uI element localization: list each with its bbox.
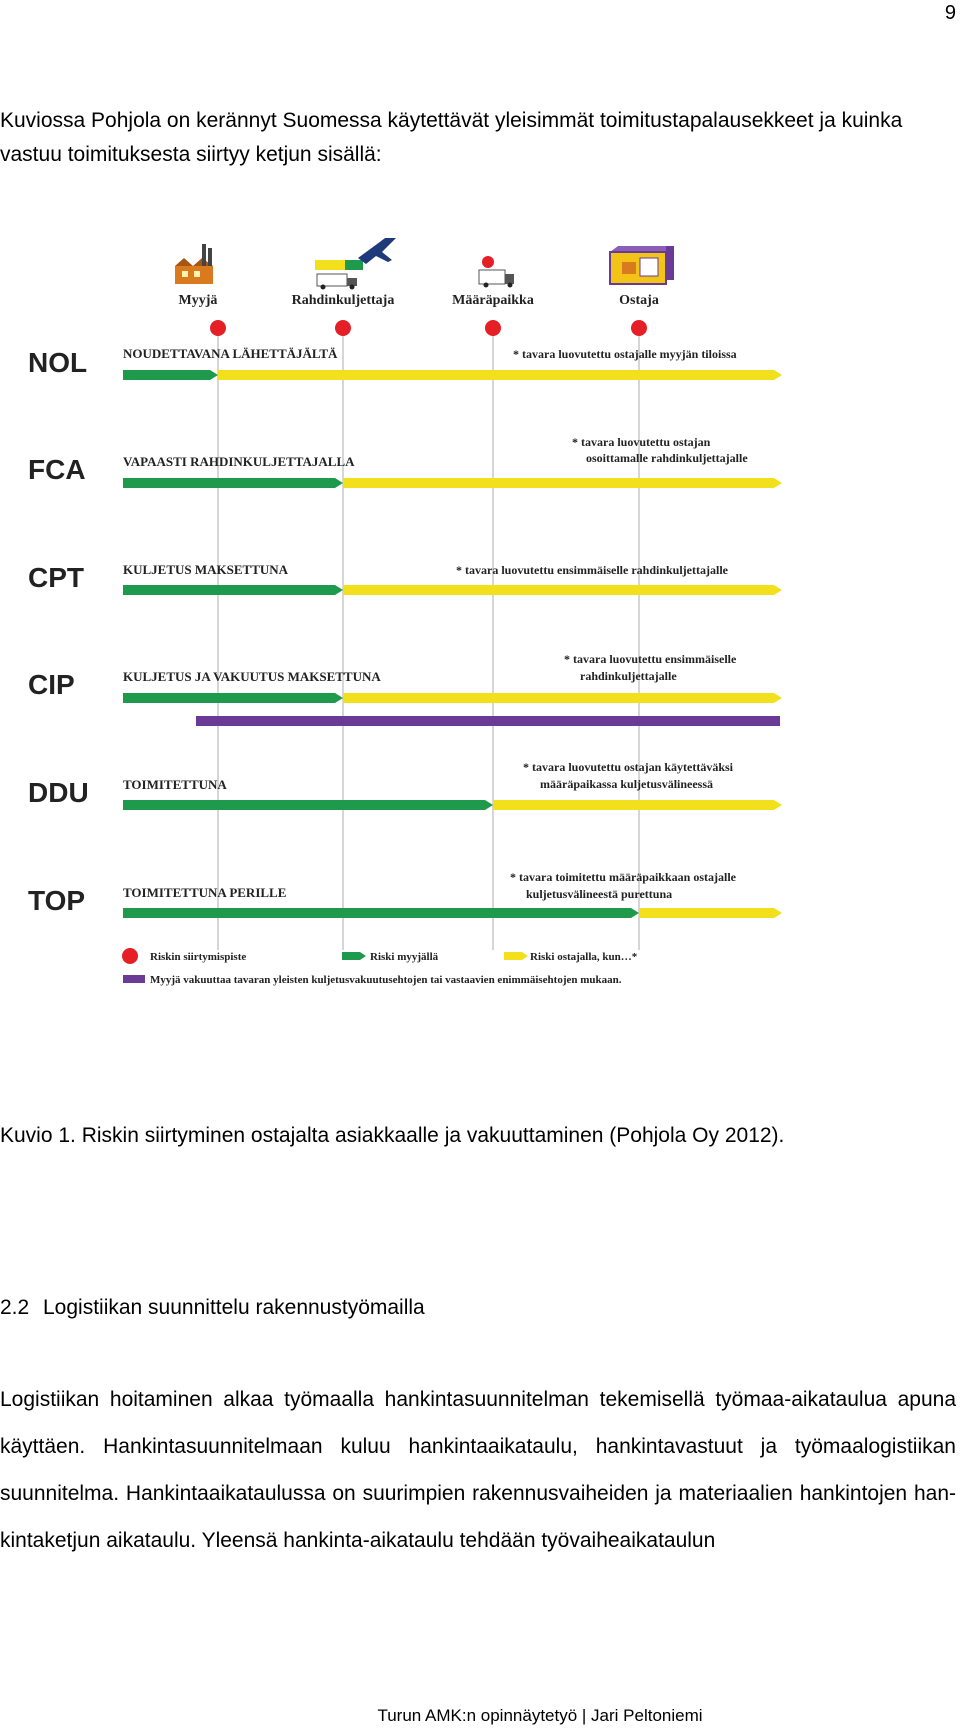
transfer-dot-rahdinkuljettaja: [335, 320, 351, 336]
warehouse-icon: [610, 246, 674, 284]
term-note: * tavara luovutettu ensimmäiselle rahdinkuljettajalle: [456, 563, 728, 577]
term-note-line1: * tavara luovutettu ostajan: [572, 435, 711, 449]
party-label-ostaja: Ostaja: [619, 293, 659, 308]
term-note-line2: kuljetusvälineestä purettuna: [526, 887, 673, 901]
intro-paragraph: Kuviossa Pohjola on kerännyt Suomessa käytettävät yleisimmät toimitustapalausekkeet ja kuinka vastuu toimituksesta siirtyy ketjun sisällä:: [0, 109, 903, 166]
legend-seller-risk: Riski myyjällä: [370, 951, 439, 963]
term-row-top: [28, 870, 782, 918]
section-number: 2.2: [0, 1296, 30, 1319]
term-note: * tavara luovutettu ostajalle myyjän tiloissa: [513, 347, 737, 361]
term-code: NOL: [28, 347, 88, 378]
buyer-risk-bar: [343, 693, 782, 703]
term-title: TOIMITETTUNA: [123, 777, 227, 792]
figure-caption: Kuvio 1. Riskin siirtyminen ostajalta asiakkaalle ja vakuuttaminen (Pohjola Oy 2012).: [0, 1124, 785, 1147]
term-code: DDU: [28, 777, 89, 808]
term-row-cpt: [28, 562, 782, 595]
term-title: TOIMITETTUNA PERILLE: [123, 885, 287, 900]
seller-risk-bar: [123, 370, 218, 380]
transfer-dot-myyja: [210, 320, 226, 336]
term-code: TOP: [28, 885, 86, 916]
term-code: FCA: [28, 454, 86, 485]
legend-buyer-risk: Riski ostajalla, kun…*: [530, 951, 638, 963]
incoterms-figure: [26, 238, 882, 1100]
term-row-ddu: [28, 760, 782, 810]
truck-icon: [479, 256, 514, 288]
legend-dot: [122, 948, 138, 964]
term-row-cip: [28, 652, 782, 726]
term-note-line1: * tavara luovutettu ostajan käytettäväksi: [523, 760, 733, 774]
term-note-line1: * tavara toimitettu määräpaikkaan ostajalle: [510, 870, 736, 884]
transport-icon: [315, 238, 400, 290]
risk-transfer-diagram: [26, 238, 882, 1100]
party-label-myyja: Myyjä: [178, 293, 218, 308]
legend-transfer-point: Riskin siirtymispiste: [150, 951, 247, 963]
buyer-risk-bar: [493, 800, 782, 810]
buyer-risk-bar: [639, 908, 782, 918]
party-label-rahdinkuljettaja: Rahdinkuljettaja: [291, 293, 395, 308]
legend-insurance-swatch: [123, 975, 145, 983]
legend-insurance: Myyjä vakuuttaa tavaran yleisten kuljetusvakuutusehtojen tai vastaavien enimmäisehtojen mukaan.: [150, 974, 622, 986]
seller-risk-bar: [123, 908, 639, 918]
transfer-dot-ostaja: [631, 320, 647, 336]
term-title: NOUDETTAVANA LÄHETTÄJÄLTÄ: [123, 346, 338, 361]
term-note-line1: * tavara luovutettu ensimmäiselle: [564, 652, 737, 666]
term-code: CIP: [28, 669, 75, 700]
term-note-line2: osoittamalle rahdinkuljettajalle: [586, 451, 748, 465]
term-title: VAPAASTI RAHDINKULJETTAJALLA: [123, 454, 355, 469]
term-note-line2: määräpaikassa kuljetusvälineessä: [540, 777, 714, 791]
legend-seller-swatch: [342, 952, 366, 960]
section-heading: [0, 1296, 425, 1320]
buyer-risk-bar: [343, 478, 782, 488]
seller-risk-bar: [123, 693, 343, 703]
seller-risk-bar: [123, 478, 343, 488]
transfer-dot-maarapaikka: [485, 320, 501, 336]
term-title: KULJETUS JA VAKUUTUS MAKSETTUNA: [123, 669, 381, 684]
term-code: CPT: [28, 562, 84, 593]
party-label-maarapaikka: Määräpaikka: [452, 293, 534, 308]
term-row-nol: [28, 346, 782, 380]
section-title: Logistiikan suunnittelu rakennustyömailla: [43, 1296, 425, 1319]
page-number: 9: [944, 2, 956, 24]
legend-buyer-swatch: [504, 952, 528, 960]
factory-icon: [175, 244, 213, 284]
page-footer: Turun AMK:n opinnäytetyö | Jari Peltoniemi: [377, 1706, 703, 1725]
insurance-bar: [196, 716, 780, 726]
body-paragraph: Logistiikan hoitaminen alkaa työmaalla hankintasuunnitelman tekemisellä työmaa-aikataulua apuna käyttäen. Hankintasuunnitelmaan kuluu hankintaaikataulu, hankintavastuut ja työmaalogistiikan suunnitelma. Hankintaaikataulussa on suurimpien rakennusvaiheiden ja materiaalien hankintojen hankintaketjun aikataulu. Yleensä hankinta-aikataulu tehdään työvaiheaikataulun: [0, 1388, 956, 1552]
legend: [122, 948, 638, 986]
term-title: KULJETUS MAKSETTUNA: [123, 562, 289, 577]
term-note-line2: rahdinkuljettajalle: [580, 669, 677, 683]
term-row-fca: [28, 435, 782, 488]
buyer-risk-bar: [218, 370, 782, 380]
seller-risk-bar: [123, 800, 493, 810]
seller-risk-bar: [123, 585, 343, 595]
buyer-risk-bar: [343, 585, 782, 595]
